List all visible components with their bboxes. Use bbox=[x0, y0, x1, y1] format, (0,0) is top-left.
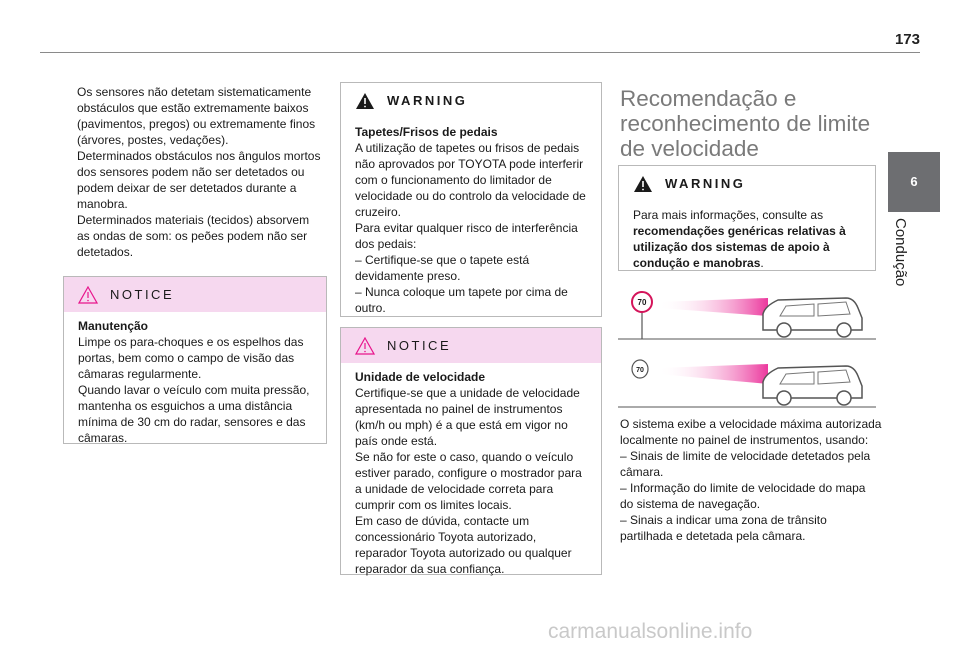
notice-box-maintenance bbox=[63, 276, 327, 444]
paragraph: Se não for este o caso, quando o veículo estiver parado, configure o mostrador para a unidade de velocidade correta para cumprir com os limites locais. bbox=[355, 450, 582, 512]
warning-body bbox=[341, 118, 601, 324]
warning-text-end: . bbox=[760, 256, 764, 270]
notice-heading: Manutenção bbox=[78, 319, 149, 333]
notice-heading: Unidade de velocidade bbox=[355, 370, 486, 384]
paragraph: – Certifique-se que o tapete está devidamente preso. bbox=[355, 253, 530, 283]
paragraph: Determinados materiais (tecidos) absorvem as ondas de som: os peões podem não ser detetados. bbox=[77, 213, 310, 259]
warning-text: Para mais informações, consulte as bbox=[633, 208, 824, 222]
warning-header bbox=[619, 166, 875, 201]
notice-title: NOTICE bbox=[110, 287, 175, 302]
illustration-upright-sign bbox=[618, 286, 876, 340]
notice-title: NOTICE bbox=[387, 338, 452, 353]
warning-title: WARNING bbox=[665, 176, 746, 191]
paragraph: Os sensores não detetam sistematicamente obstáculos que estão extremamente baixos (pavimentos, pregos) ou extremamente finos (árvores, postes, vedações). bbox=[77, 85, 316, 147]
sign-speed-value: 70 bbox=[637, 298, 647, 307]
paragraph: Determinados obstáculos nos ângulos mortos dos sensores podem não ser detetados ou podem deixar de ser detetados durante a manobra. bbox=[77, 149, 321, 211]
warning-triangle-icon bbox=[633, 175, 653, 193]
section-title: Recomendação e reconhecimento de limite de velocidade bbox=[620, 86, 871, 161]
list-item: – Sinais de limite de velocidade detetados pela câmara. bbox=[620, 449, 871, 479]
notice-triangle-icon bbox=[355, 337, 375, 355]
column-1-text bbox=[77, 84, 322, 260]
paragraph: Para evitar qualquer risco de interferência dos pedais: bbox=[355, 221, 578, 251]
paragraph: Em caso de dúvida, contacte um concessionário Toyota autorizado, reparador Toyota autorizado ou qualquer reparador da sua confiança. bbox=[355, 514, 572, 576]
column-3-text bbox=[620, 416, 882, 544]
page-number: 173 bbox=[894, 31, 920, 48]
warning-header bbox=[341, 83, 601, 118]
illustration-ground-sign bbox=[618, 354, 876, 408]
paragraph: Quando lavar o veículo com muita pressão, mantenha os esguichos a uma distância mínima de 30 cm do radar, sensores e das câmaras. bbox=[78, 383, 310, 445]
car-icon bbox=[763, 366, 862, 405]
paragraph: Limpe os para-choques e os espelhos das portas, bem como o campo de visão das câmaras regularmente. bbox=[78, 335, 304, 381]
warning-triangle-icon bbox=[355, 92, 375, 110]
paragraph: O sistema exibe a velocidade máxima autorizada localmente no painel de instrumentos, usando: bbox=[620, 417, 882, 447]
warning-text-bold: recomendações genéricas relativas à utilização dos sistemas de apoio à condução e manobras bbox=[633, 224, 846, 270]
warning-box-pedals bbox=[340, 82, 602, 317]
warning-body bbox=[619, 201, 875, 279]
notice-body bbox=[64, 312, 326, 454]
paragraph: Certifique-se que a unidade de velocidade apresentada no painel de instrumentos (km/h ou mph) é a que está em vigor no país onde está. bbox=[355, 386, 580, 448]
sign-speed-value: 70 bbox=[636, 367, 644, 374]
camera-beam bbox=[658, 364, 768, 384]
list-item: – Sinais a indicar uma zona de trânsito partilhada e detetada pela câmara. bbox=[620, 513, 827, 543]
notice-header bbox=[341, 328, 601, 363]
paragraph: – Nunca coloque um tapete por cima de outro. bbox=[355, 285, 568, 315]
watermark: carmanualsonline.info bbox=[548, 620, 753, 643]
notice-body bbox=[341, 363, 601, 585]
warning-box-recommendations bbox=[618, 165, 876, 271]
warning-title: WARNING bbox=[387, 93, 468, 108]
notice-header bbox=[64, 277, 326, 312]
warning-heading: Tapetes/Frisos de pedais bbox=[355, 125, 498, 139]
list-item: – Informação do limite de velocidade do mapa do sistema de navegação. bbox=[620, 481, 866, 511]
chapter-tab[interactable]: 6 bbox=[888, 152, 940, 212]
notice-box-speed-unit bbox=[340, 327, 602, 575]
chapter-label: Condução bbox=[892, 218, 909, 287]
paragraph: A utilização de tapetes ou frisos de pedais não aprovados por TOYOTA pode interferir com o funcionamento do limitador de velocidade ou do controlo da velocidade de cruzeiro. bbox=[355, 141, 586, 219]
notice-triangle-icon bbox=[78, 286, 98, 304]
camera-beam bbox=[658, 298, 768, 316]
car-icon bbox=[763, 298, 862, 337]
header-divider bbox=[40, 52, 920, 53]
speed-sign-icon bbox=[632, 360, 648, 378]
speed-sign-icon bbox=[632, 292, 652, 312]
